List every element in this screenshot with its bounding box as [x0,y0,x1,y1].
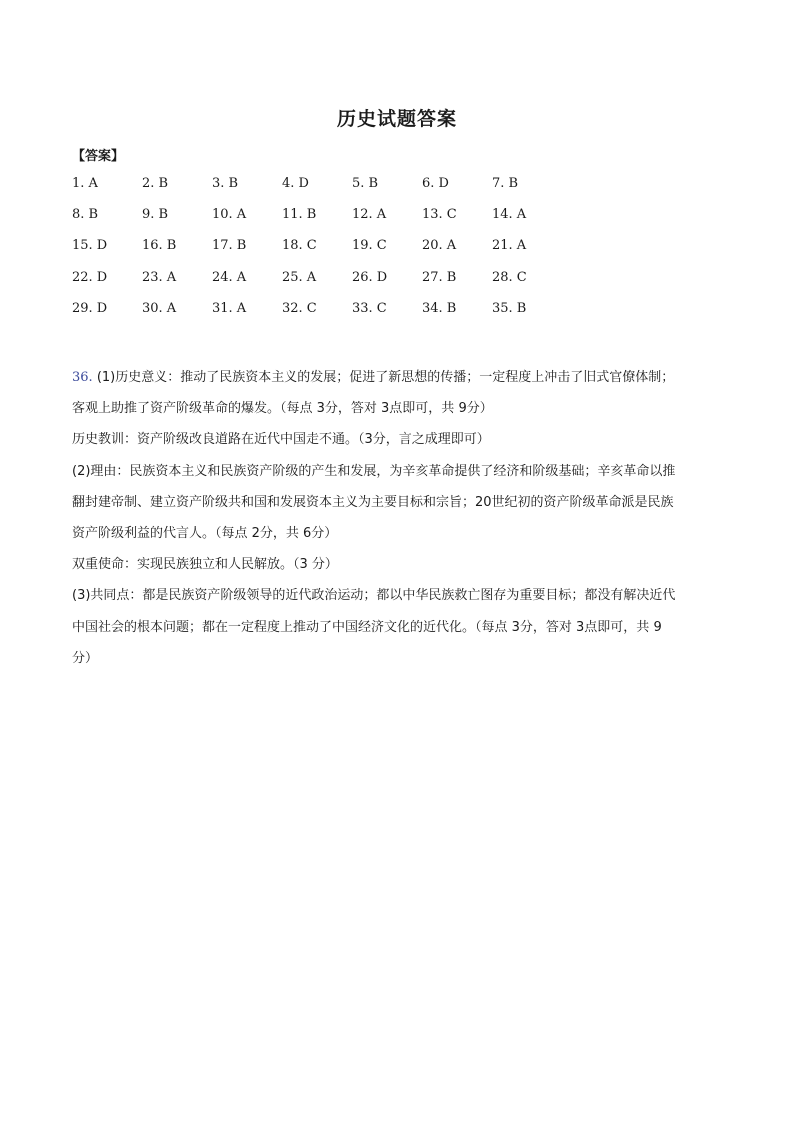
mc-answer: 7. B [492,176,519,191]
essay-line: (2)理由：民族资本主义和民族资产阶级的产生和发展，为辛亥革命提供了经济和阶级基础；辛亥革命以推 [72,463,676,479]
essay-line: 客观上助推了资产阶级革命的爆发。（每点 3分，答对 3点即可，共 9分） [72,401,493,417]
mc-answer: 31. A [212,300,247,316]
essay-line: 双重使命：实现民族独立和人民解放。（3 分） [72,557,338,573]
multiple-choice-answers [72,176,562,332]
essay-line: 历史教训：资产阶级改良道路在近代中国走不通。（3分，言之成理即可） [72,432,490,448]
mc-answer: 24. A [212,269,247,285]
mc-answer: 27. B [422,269,457,285]
essay-line: 中国社会的根本问题；都在一定程度上推动了中国经济文化的近代化。（每点 3分，答对 3点即可，共 9 [72,619,662,635]
essay-text: (1)历史意义：推动了民族资本主义的发展；促进了新思想的传播；一定程度上冲击了旧式官僚体制； [92,370,675,385]
mc-answer: 12. A [352,207,387,223]
mc-answer: 8. B [72,207,99,223]
mc-answer: 15. D [72,238,108,254]
mc-answer: 16. B [142,238,177,254]
mc-answer: 35. B [492,300,527,316]
mc-answer: 23. A [142,269,177,285]
essay-line: 资产阶级利益的代言人。（每点 2分，共 6分） [72,526,338,542]
mc-answer: 13. C [422,207,457,223]
mc-answer: 30. A [142,300,177,316]
mc-answer: 6. D [422,176,449,191]
essay-line [72,362,722,393]
mc-answer: 14. A [492,207,527,223]
mc-answer: 32. C [282,300,317,316]
answer-label: 【答案】 [72,149,125,164]
mc-answer: 19. C [352,238,387,254]
mc-answer: 11. B [282,207,317,223]
mc-answer: 34. B [422,300,457,316]
essay-line: 翻封建帝制、建立资产阶级共和国和发展资本主义为主要目标和宗旨；20世纪初的资产阶级革命派是民族 [72,494,674,510]
essay-line: 分） [72,650,99,666]
mc-answer: 1. A [72,176,98,191]
mc-answer: 9. B [142,207,169,223]
page-title: 历史试题答案 [336,108,457,130]
mc-answer: 10. A [212,207,247,223]
mc-answer: 25. A [282,269,317,285]
mc-answer: 18. C [282,238,317,254]
mc-answer: 4. D [282,176,309,191]
mc-answer: 28. C [492,269,527,285]
mc-answer: 2. B [142,176,169,191]
mc-answer: 21. A [492,238,527,254]
essay-answer-36 [72,362,722,674]
mc-answer: 26. D [352,269,388,285]
mc-answer: 29. D [72,300,108,316]
question-number: 36. [72,370,93,385]
essay-line: (3)共同点：都是民族资产阶级领导的近代政治运动；都以中华民族救亡图存为重要目标；都没有解决近代 [72,588,676,604]
mc-answer: 5. B [352,176,379,191]
mc-answer: 22. D [72,269,108,285]
mc-answer: 20. A [422,238,457,254]
mc-answer: 17. B [212,238,247,254]
mc-answer: 3. B [212,176,239,191]
mc-answer: 33. C [352,300,387,316]
